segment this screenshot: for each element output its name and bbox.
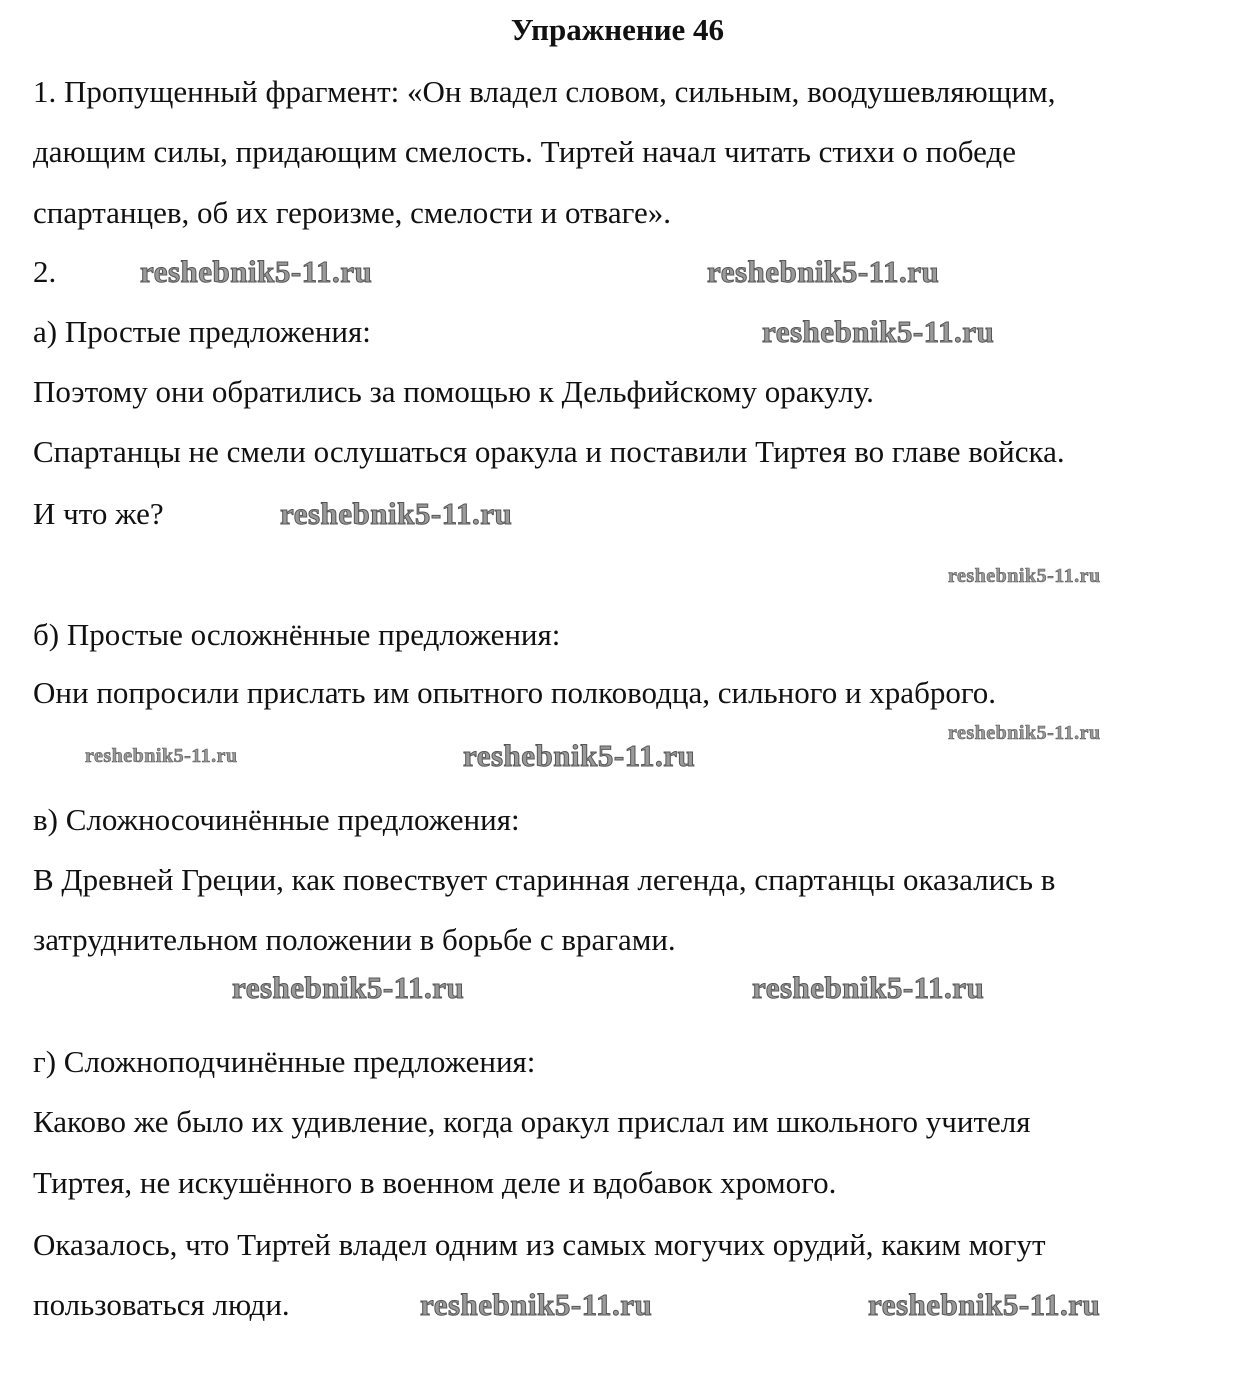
watermark: reshebnik5-11.ru [948,722,1101,744]
watermark: reshebnik5-11.ru [280,496,513,531]
watermark: reshebnik5-11.ru [463,738,696,773]
answer-1-line: 1. Пропущенный фрагмент: «Он владел словом, сильным, воодушевляющим, [33,74,1056,109]
watermark: reshebnik5-11.ru [707,254,940,289]
section-heading-v: в) Сложносочинённые предложения: [33,802,520,837]
section-heading-a: а) Простые предложения: [33,314,371,349]
watermark: reshebnik5-11.ru [232,970,465,1005]
sentence: В Древней Греции, как повествует старинная легенда, спартанцы оказались в [33,862,1056,897]
watermark: reshebnik5-11.ru [85,745,238,767]
sentence: И что же? [33,496,164,531]
sentence: Они попросили прислать им опытного полководца, сильного и храброго. [33,675,997,710]
watermark: reshebnik5-11.ru [420,1287,653,1322]
answer-1-line: дающим силы, придающим смелость. Тиртей начал читать стихи о победе [33,134,1016,169]
section-heading-g: г) Сложноподчинённые предложения: [33,1044,536,1079]
sentence: затруднительном положении в борьбе с врагами. [33,922,676,957]
sentence: пользоваться люди. [33,1287,290,1322]
watermark: reshebnik5-11.ru [752,970,985,1005]
sentence: Каково же было их удивление, когда оракул прислал им школьного учителя [33,1104,1031,1139]
sentence: Спартанцы не смели ослушаться оракула и поставили Тиртея во главе войска. [33,434,1065,469]
sentence: Оказалось, что Тиртей владел одним из самых могучих орудий, каким могут [33,1227,1046,1262]
watermark: reshebnik5-11.ru [948,565,1101,587]
page-title: Упражнение 46 [510,12,725,47]
watermark: reshebnik5-11.ru [140,254,373,289]
sentence: Тиртея, не искушённого в военном деле и вдобавок хромого. [33,1165,837,1200]
watermark: reshebnik5-11.ru [762,314,995,349]
answer-1-line: спартанцев, об их героизме, смелости и отваге». [33,195,671,230]
section-heading-b: б) Простые осложнённые предложения: [33,617,561,652]
sentence: Поэтому они обратились за помощью к Дельфийскому оракулу. [33,374,874,409]
watermark: reshebnik5-11.ru [868,1287,1101,1322]
answer-2-label: 2. [33,254,57,289]
